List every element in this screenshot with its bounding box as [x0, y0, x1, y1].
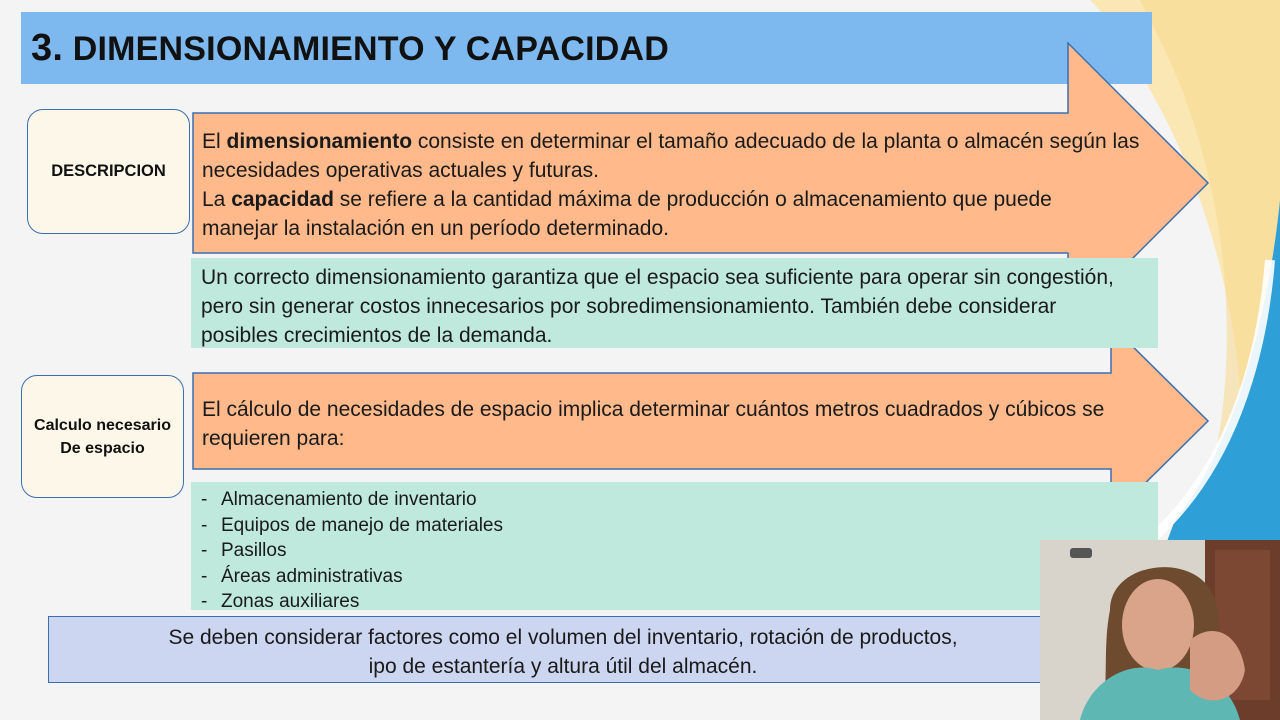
list-bullet: - — [201, 565, 208, 587]
space-calc-label-line1: Calculo necesario — [34, 416, 171, 434]
space-requirements-box — [191, 482, 1158, 610]
space-calc-label-line2: De espacio — [60, 439, 145, 457]
factors-note-line2: ipo de estantería y altura útil del almacén. — [368, 655, 758, 678]
presenter-video — [1040, 540, 1280, 720]
list-bullet: - — [201, 489, 208, 510]
list-bullet: - — [201, 540, 208, 561]
space-calc-description: El cálculo de necesidades de espacio implica determinar cuántos metros cuadrados y cúbicos se requieren para: — [202, 398, 1105, 450]
space-calc-label-box — [21, 375, 184, 498]
factors-note-box — [48, 616, 1078, 683]
description-label-box — [27, 109, 190, 234]
list-bullet: - — [201, 591, 208, 612]
text-fragment: La — [202, 188, 232, 211]
list-item-text: Almacenamiento de inventario — [221, 489, 477, 510]
list-item-text: Pasillos — [221, 540, 287, 561]
space-calc-text — [202, 395, 1132, 453]
dimensionamiento-note: Un correcto dimensionamiento garantiza que el espacio sea suficiente para operar sin congestión, pero sin generar costos innecesarios por sobredimensionamiento. También debe considerar posibles crecimientos de la demanda. — [201, 266, 1114, 347]
list-item — [191, 538, 1158, 564]
title-text: DIMENSIONAMIENTO Y CAPACIDAD — [72, 29, 670, 68]
webcam-overlay — [1040, 540, 1280, 720]
list-item — [191, 513, 1158, 539]
dimensionamiento-paragraph — [202, 127, 1172, 185]
dimensionamiento-term: dimensionamiento — [226, 130, 413, 153]
space-requirements-list — [191, 487, 1158, 615]
list-bullet: - — [201, 514, 208, 536]
title-number: 3. — [31, 26, 64, 69]
description-label: DESCRIPCION — [51, 162, 166, 180]
text-fragment: se refiere a la cantidad máxima de producción o almacenamiento que puede manejar la instalación en un período determinado. — [202, 188, 1052, 240]
list-item-text: Áreas administrativas — [221, 565, 403, 587]
capacidad-term: capacidad — [231, 188, 334, 211]
text-fragment: El — [202, 130, 227, 153]
list-item — [191, 487, 1158, 513]
text-fragment: consiste en determinar el tamaño adecuado de la planta o almacén según las necesidades operativas actuales y futuras. — [202, 130, 1140, 182]
dimensionamiento-note-box — [191, 258, 1158, 348]
capacidad-paragraph — [202, 185, 1122, 243]
list-item-text: Equipos de manejo de materiales — [221, 514, 504, 536]
list-item — [191, 589, 1158, 615]
list-item — [191, 564, 1158, 590]
factors-note-line1: Se deben considerar factores como el volumen del inventario, rotación de productos, — [168, 626, 958, 649]
list-item-text: Zonas auxiliares — [221, 591, 360, 612]
description-text — [202, 127, 1172, 243]
